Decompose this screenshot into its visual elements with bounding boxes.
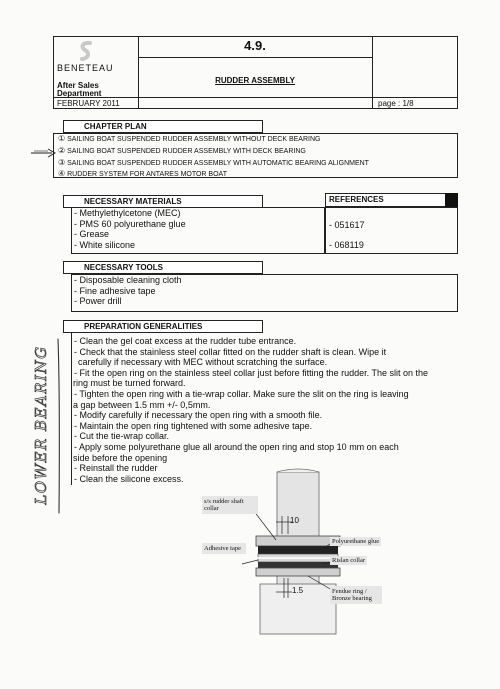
paragraph-line: - Fit the open ring on the stainless steel collar just before fitting the rudder. The slit on the xyxy=(74,367,429,378)
dimension-bottom: 1.5 xyxy=(292,586,304,595)
dimension-top: 10 xyxy=(290,516,299,525)
paragraph-line: carefully if necessary with MEC without scratching the surface. xyxy=(78,357,328,368)
department-line-1: After Sales xyxy=(57,81,99,90)
list-item: - Disposable cleaning cloth xyxy=(74,275,182,285)
references-heading: REFERENCES xyxy=(329,195,384,204)
page-number: page : 1/8 xyxy=(378,99,414,108)
references-list xyxy=(329,220,365,250)
list-item[interactable] xyxy=(58,134,369,146)
label-bearing: Fendue ring / Bronze bearing xyxy=(330,586,382,604)
svg-text:LOWER BEARING: LOWER BEARING xyxy=(32,345,50,505)
document-date: FEBRUARY 2011 xyxy=(57,99,120,108)
list-item: - Fine adhesive tape xyxy=(74,285,156,296)
list-item: - Methylethylcetone (MEC) xyxy=(74,208,181,218)
selected-item-arrow-icon xyxy=(30,145,56,155)
list-item[interactable] xyxy=(58,169,369,181)
department-line-2: Department xyxy=(57,89,102,98)
paragraph-line: side before the opening xyxy=(73,452,168,463)
list-item-label: SAILING BOAT SUSPENDED RUDDER ASSEMBLY WITH DECK BEARING xyxy=(67,147,306,155)
paragraph-line: - Modify carefully if necessary the open ring with a smooth file. xyxy=(74,410,323,421)
number-circle: ① xyxy=(58,134,66,143)
label-shaft-collar: s/s rudder shaft collar xyxy=(202,496,258,514)
brand-name: BENETEAU xyxy=(57,63,114,73)
paragraph-line: - Clean the silicone excess. xyxy=(74,473,184,484)
paragraph-line: ring must be turned forward. xyxy=(73,378,186,389)
prep-left-rule xyxy=(71,333,72,485)
paragraph-line: a gap between 1.5 mm +/- 0,5mm. xyxy=(73,399,211,410)
list-item: - 068119 xyxy=(329,239,364,250)
list-item: - Grease xyxy=(74,229,110,239)
prep-heading: PREPARATION GENERALITIES xyxy=(63,320,263,333)
materials-heading: NECESSARY MATERIALS xyxy=(63,195,263,208)
chapter-plan-heading: CHAPTER PLAN xyxy=(63,120,263,133)
header-row-divider xyxy=(53,97,458,98)
label-adhesive-tape: Adhesive tape xyxy=(202,543,246,554)
number-circle: ④ xyxy=(58,169,66,179)
list-item: - White silicone xyxy=(74,239,136,250)
list-item-label: SAILING BOAT SUSPENDED RUDDER ASSEMBLY WITH AUTOMATIC BEARING ALIGNMENT xyxy=(67,159,369,167)
label-rislan-collar: Rislan collar xyxy=(332,557,366,564)
list-item[interactable] xyxy=(58,158,369,170)
materials-list xyxy=(74,208,186,250)
label-polyurethane-glue: Polyurethane glue xyxy=(332,538,380,545)
brand-logo-icon xyxy=(74,40,98,62)
list-item-label: SAILING BOAT SUSPENDED RUDDER ASSEMBLY WITHOUT DECK BEARING xyxy=(67,136,321,143)
paragraph-line: - Clean the gel coat excess at the rudder tube entrance. xyxy=(74,336,297,346)
chapter-plan-list xyxy=(58,134,369,181)
tools-list xyxy=(74,275,182,307)
paragraph-line: - Check that the stainless steel collar fitted on the rudder shaft is clean. Wipe it xyxy=(74,346,387,357)
page-title: RUDDER ASSEMBLY xyxy=(215,76,295,85)
list-item[interactable] xyxy=(58,146,369,158)
handwritten-annotation xyxy=(28,335,64,515)
paragraph-line: - Cut the tie-wrap collar. xyxy=(74,431,170,442)
number-circle: ② xyxy=(58,145,66,155)
number-circle: ③ xyxy=(58,157,66,167)
tools-heading: NECESSARY TOOLS xyxy=(63,261,263,274)
list-item: - 051617 xyxy=(329,220,365,230)
section-number: 4.9. xyxy=(244,38,266,53)
list-item: - Power drill xyxy=(74,296,122,306)
references-marker xyxy=(445,193,458,207)
header-col-divider-2 xyxy=(372,36,373,109)
list-item-label: RUDDER SYSTEM FOR ANTARES MOTOR BOAT xyxy=(67,171,227,179)
paragraph-line: - Tighten the open ring with a tie-wrap collar. Make sure the slit on the ring is leaving xyxy=(74,388,409,399)
list-item: - PMS 60 polyurethane glue xyxy=(74,218,186,229)
paragraph-line: - Maintain the open ring tightened with some adhesive tape. xyxy=(74,420,313,431)
header-title-divider xyxy=(138,57,372,58)
prep-text xyxy=(74,336,428,484)
paragraph-line: - Apply some polyurethane glue all around the open ring and stop 10 mm on each xyxy=(74,441,399,452)
paragraph-line: - Reinstall the rudder xyxy=(74,463,158,474)
